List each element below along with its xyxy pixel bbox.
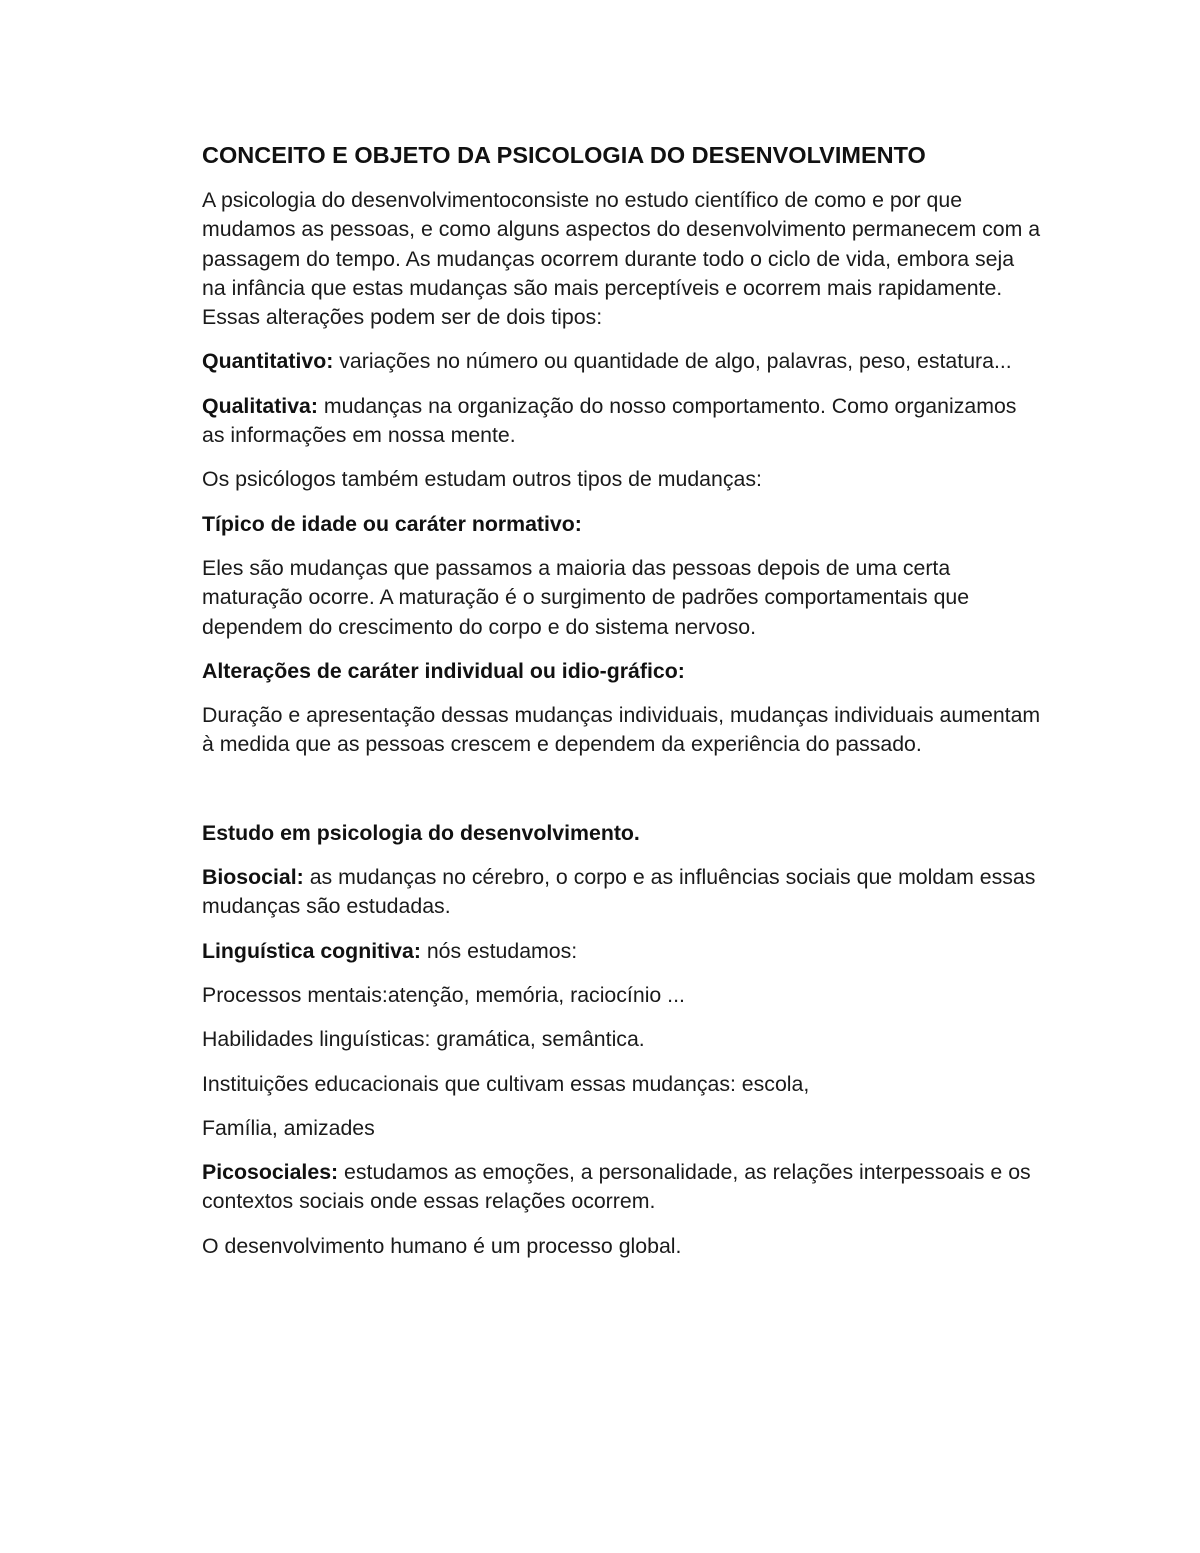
individual-paragraph: Duração e apresentação dessas mudanças individuais, mudanças individuais aumentam à medida que as pessoas crescem e dependem da experiência do passado. xyxy=(202,703,1041,757)
picosociales-term: Picosociales: xyxy=(202,1160,339,1185)
qualitativa-paragraph xyxy=(202,392,1042,451)
tipico-paragraph: Eles são mudanças que passamos a maioria das pessoas depois de uma certa maturação ocorre. A maturação é o surgimento de padrões comportamentais que dependem do crescimento do corpo e do sistema nervoso. xyxy=(202,555,970,639)
qualitativa-text: mudanças na organização do nosso comportamento. Como organizamos as informações em nossa mente. xyxy=(202,393,1017,448)
familia-paragraph: Família, amizades xyxy=(202,1115,375,1140)
picosociales-text: estudamos as emoções, a personalidade, as relações interpessoais e os contextos sociais onde essas relações ocorrem. xyxy=(202,1160,1031,1214)
biosocial-term: Biosocial: xyxy=(202,865,304,890)
other-changes-paragraph: Os psicólogos também estudam outros tipos de mudanças: xyxy=(202,467,762,492)
qualitativa-term: Qualitativa: xyxy=(202,393,318,418)
habilidades-paragraph: Habilidades linguísticas: gramática, semântica. xyxy=(202,1027,645,1052)
instituicoes-paragraph: Instituições educacionais que cultivam essas mudanças: escola, xyxy=(202,1071,810,1096)
tipico-heading: Típico de idade ou caráter normativo: xyxy=(202,511,582,536)
blank-line xyxy=(202,775,1042,819)
quantitativo-paragraph xyxy=(202,347,1042,376)
biosocial-paragraph xyxy=(202,863,1042,922)
linguistica-text: nós estudamos: xyxy=(420,938,578,963)
processos-term: Processos mentais: xyxy=(202,982,388,1007)
estudo-heading: Estudo em psicologia do desenvolvimento. xyxy=(202,820,640,845)
intro-paragraph: A psicologia do desenvolvimentoconsiste no estudo científico de como e por que mudamos as pessoas, e como alguns aspectos do desenvolvimento permanecem com a passagem do tempo. As mudanças ocorrem durante todo o ciclo de vida, embora seja na infância que estas mudanças são mais perceptíveis e ocorrem mais rapidamente. Essas alterações podem ser de dois tipos: xyxy=(202,188,1041,330)
individual-heading: Alterações de caráter individual ou idio-gráfico: xyxy=(202,658,685,683)
processos-text: atenção, memória, raciocínio ... xyxy=(387,982,685,1007)
document-page xyxy=(202,140,1042,1276)
picosociales-paragraph xyxy=(202,1158,1042,1217)
linguistica-term: Linguística cognitiva: xyxy=(202,938,421,963)
conclusion-paragraph: O desenvolvimento humano é um processo global. xyxy=(202,1233,682,1258)
biosocial-text: as mudanças no cérebro, o corpo e as influências sociais que moldam essas mudanças são estudadas. xyxy=(202,865,1036,919)
document-title: CONCEITO E OBJETO DA PSICOLOGIA DO DESENVOLVIMENTO xyxy=(202,142,926,168)
quantitativo-text: variações no número ou quantidade de algo, palavras, peso, estatura... xyxy=(333,349,1012,374)
linguistica-paragraph xyxy=(202,937,1042,966)
quantitativo-term: Quantitativo: xyxy=(202,349,334,374)
processos-paragraph xyxy=(202,981,1042,1010)
